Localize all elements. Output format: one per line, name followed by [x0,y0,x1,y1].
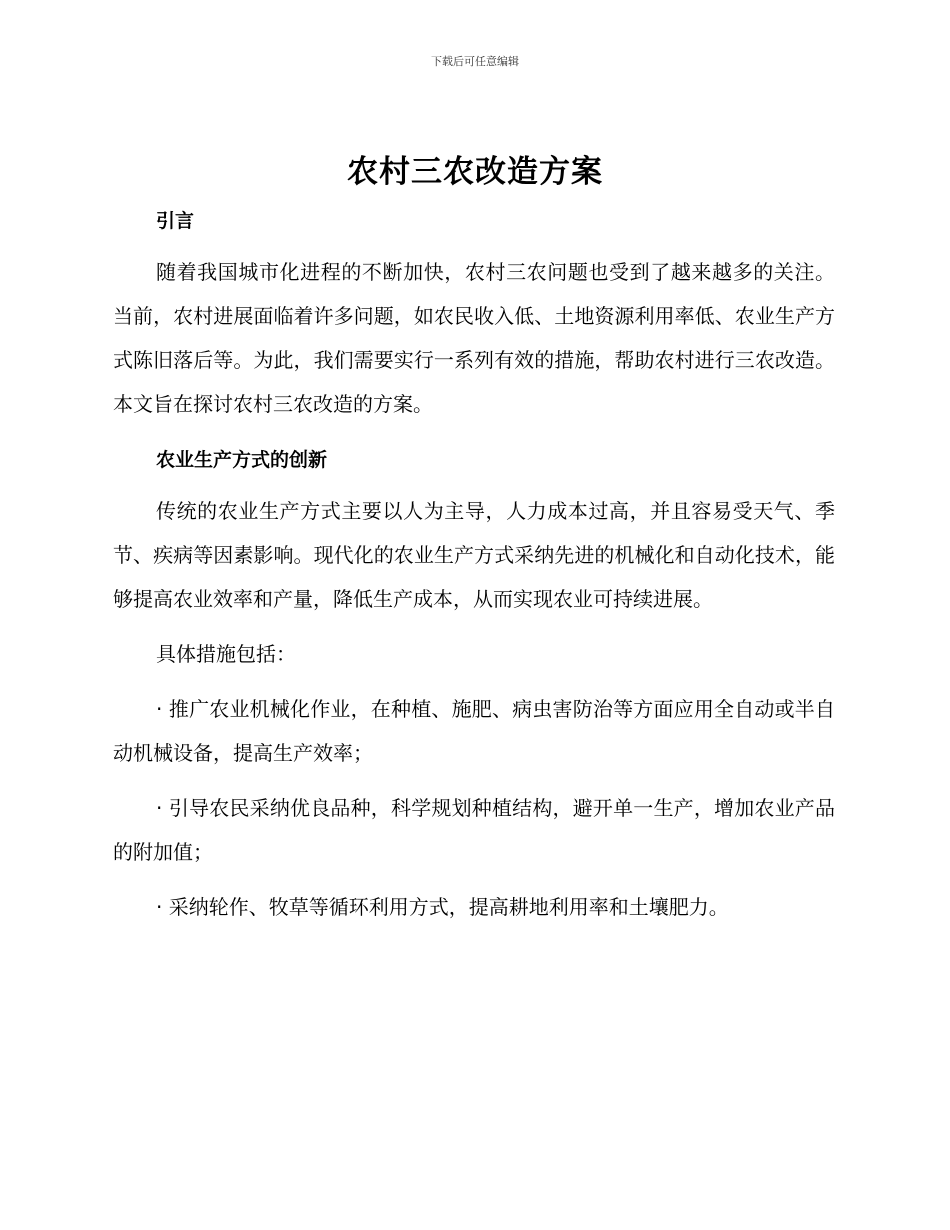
document-body [113,203,835,929]
paragraph-measures-intro: 具体措施包括： [156,642,296,666]
paragraph-production-overview: 传统的农业生产方式主要以人为主导，人力成本过高，并且容易受天气、季节、疾病等因素影响。现代化的农业生产方式采纳先进的机械化和自动化技术，能够提高农业效率和产量，降低生产成本，从而实现农业可持续进展。 [113,499,835,611]
bullet-item-improved-varieties: · 引导农民采纳优良品种，科学规划种植结构，避开单一生产，增加农业产品的附加值； [113,796,835,864]
paragraph-introduction: 随着我国城市化进程的不断加快，农村三农问题也受到了越来越多的关注。当前，农村进展面临着许多问题，如农民收入低、土地资源利用率低、农业生产方式陈旧落后等。为此，我们需要实行一系列有效的措施，帮助农村进行三农改造。本文旨在探讨农村三农改造的方案。 [113,260,835,416]
bullet-item-crop-rotation: · 采纳轮作、牧草等循环利用方式，提高耕地利用率和土壤肥力。 [156,895,729,919]
page-header: 下载后可任意编辑 [431,55,519,68]
bullet-item-mechanization: · 推广农业机械化作业，在种植、施肥、病虫害防治等方面应用全自动或半自动机械设备，提高生产效率； [113,697,835,765]
document-title: 农村三农改造方案 [347,154,603,190]
section-heading-introduction: 引言 [156,210,195,232]
section-heading-production-innovation: 农业生产方式的创新 [156,449,328,471]
